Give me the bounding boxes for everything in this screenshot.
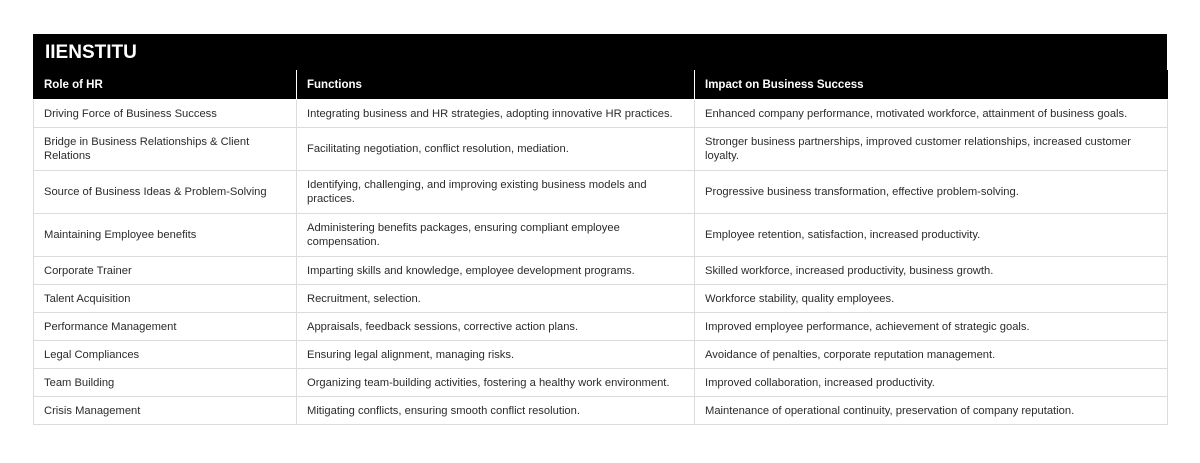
brand-title: IIENSTITU — [33, 34, 1167, 70]
role-cell: Corporate Trainer — [34, 257, 297, 285]
impact-cell: Improved collaboration, increased productivity. — [695, 369, 1168, 397]
functions-cell: Mitigating conflicts, ensuring smooth conflict resolution. — [297, 397, 695, 425]
functions-cell: Identifying, challenging, and improving existing business models and practices. — [297, 171, 695, 214]
impact-cell: Progressive business transformation, effective problem-solving. — [695, 171, 1168, 214]
column-header-functions: Functions — [297, 71, 695, 100]
table-header-row — [34, 71, 1168, 100]
impact-cell: Enhanced company performance, motivated workforce, attainment of business goals. — [695, 100, 1168, 128]
functions-cell: Integrating business and HR strategies, adopting innovative HR practices. — [297, 100, 695, 128]
functions-cell: Imparting skills and knowledge, employee development programs. — [297, 257, 695, 285]
hr-roles-table-container — [33, 34, 1167, 425]
table-row — [34, 128, 1168, 171]
impact-cell: Employee retention, satisfaction, increased productivity. — [695, 214, 1168, 257]
table-row — [34, 100, 1168, 128]
role-cell: Talent Acquisition — [34, 285, 297, 313]
impact-cell: Stronger business partnerships, improved customer relationships, increased customer loyalty. — [695, 128, 1168, 171]
table-row — [34, 257, 1168, 285]
column-header-impact: Impact on Business Success — [695, 71, 1168, 100]
impact-cell: Skilled workforce, increased productivity, business growth. — [695, 257, 1168, 285]
role-cell: Bridge in Business Relationships & Client Relations — [34, 128, 297, 171]
functions-cell: Ensuring legal alignment, managing risks. — [297, 341, 695, 369]
functions-cell: Facilitating negotiation, conflict resolution, mediation. — [297, 128, 695, 171]
table-row — [34, 214, 1168, 257]
table-row — [34, 313, 1168, 341]
role-cell: Source of Business Ideas & Problem-Solving — [34, 171, 297, 214]
role-cell: Crisis Management — [34, 397, 297, 425]
role-cell: Maintaining Employee benefits — [34, 214, 297, 257]
functions-cell: Organizing team-building activities, fostering a healthy work environment. — [297, 369, 695, 397]
impact-cell: Maintenance of operational continuity, preservation of company reputation. — [695, 397, 1168, 425]
table-row — [34, 397, 1168, 425]
role-cell: Legal Compliances — [34, 341, 297, 369]
impact-cell: Workforce stability, quality employees. — [695, 285, 1168, 313]
role-cell: Performance Management — [34, 313, 297, 341]
functions-cell: Administering benefits packages, ensuring compliant employee compensation. — [297, 214, 695, 257]
impact-cell: Improved employee performance, achievement of strategic goals. — [695, 313, 1168, 341]
column-header-role: Role of HR — [34, 71, 297, 100]
hr-roles-table — [33, 70, 1168, 425]
table-row — [34, 341, 1168, 369]
table-row — [34, 171, 1168, 214]
impact-cell: Avoidance of penalties, corporate reputation management. — [695, 341, 1168, 369]
table-row — [34, 369, 1168, 397]
role-cell: Driving Force of Business Success — [34, 100, 297, 128]
functions-cell: Appraisals, feedback sessions, corrective action plans. — [297, 313, 695, 341]
functions-cell: Recruitment, selection. — [297, 285, 695, 313]
role-cell: Team Building — [34, 369, 297, 397]
table-row — [34, 285, 1168, 313]
